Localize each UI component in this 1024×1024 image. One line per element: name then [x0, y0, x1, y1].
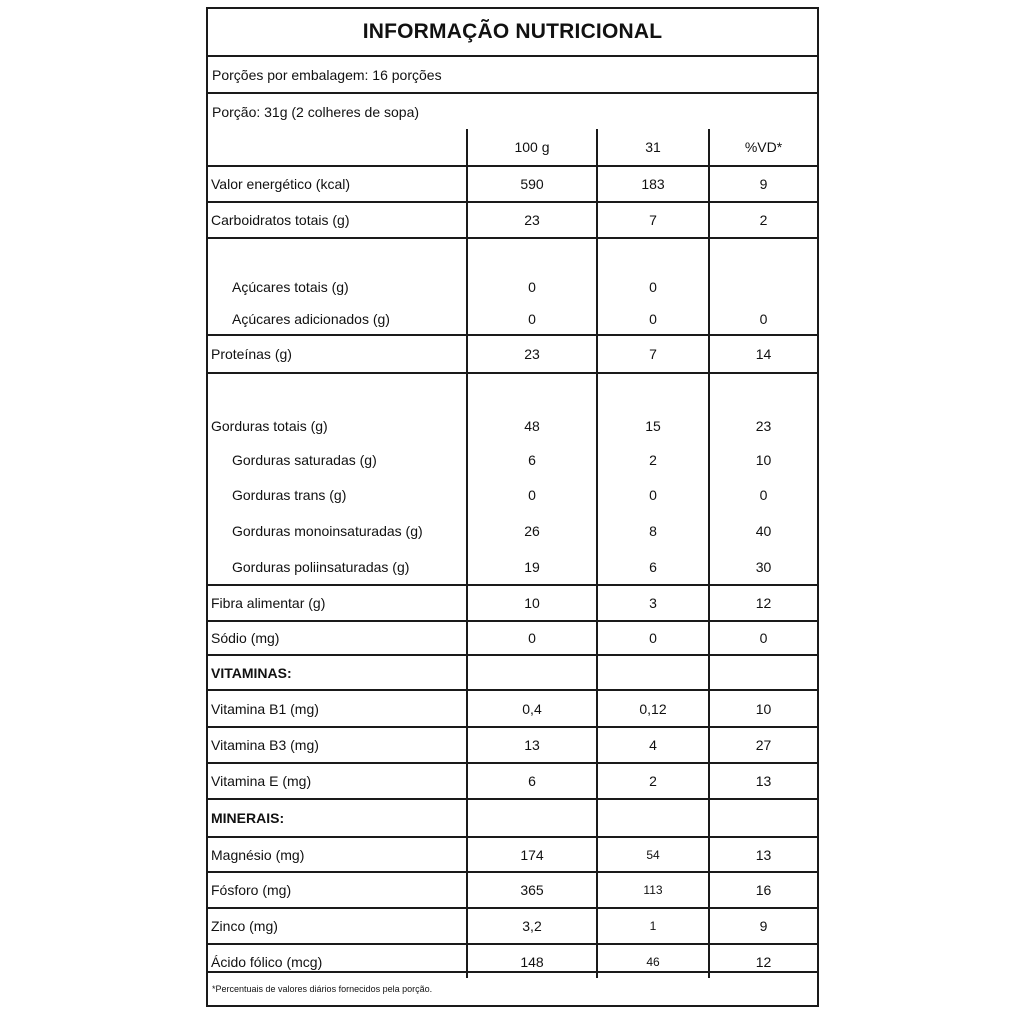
table-row [208, 202, 817, 238]
value-daily: 10 [709, 690, 817, 727]
value-per-100g: 19 [467, 549, 597, 585]
value-per-serving: 1 [597, 908, 709, 944]
vitamins-section-row [208, 655, 817, 690]
value-per-serving: 54 [597, 837, 709, 872]
value-per-100g: 0,4 [467, 690, 597, 727]
table-row [208, 690, 817, 727]
minerals-header: MINERAIS: [208, 799, 467, 837]
value-daily: 16 [709, 872, 817, 908]
nutrient-label: Gorduras saturadas (g) [232, 451, 377, 468]
value-per-100g: 48 [467, 373, 597, 442]
value-per-100g: 3,2 [467, 908, 597, 944]
value-per-serving: 7 [597, 202, 709, 238]
value-per-serving: 15 [597, 373, 709, 442]
value-daily: 27 [709, 727, 817, 763]
nutrient-label: Gorduras totais (g) [208, 373, 467, 442]
vitamin-label: Vitamina B3 (mg) [208, 727, 467, 763]
empty-header-cell [208, 129, 467, 166]
empty-cell [597, 799, 709, 837]
value-daily [709, 238, 817, 303]
value-daily: 12 [709, 585, 817, 621]
value-per-serving: 7 [597, 335, 709, 373]
table-row [208, 908, 817, 944]
value-per-100g: 6 [467, 442, 597, 477]
value-daily: 9 [709, 908, 817, 944]
value-daily: 30 [709, 549, 817, 585]
value-per-serving: 183 [597, 166, 709, 202]
value-per-serving: 4 [597, 727, 709, 763]
empty-cell [467, 655, 597, 690]
value-daily: 9 [709, 166, 817, 202]
empty-cell [597, 655, 709, 690]
header-per-serving: 31 [597, 129, 709, 166]
value-daily: 0 [709, 477, 817, 513]
value-per-100g: 10 [467, 585, 597, 621]
value-per-serving: 0 [597, 303, 709, 335]
vitamin-label: Vitamina B1 (mg) [208, 690, 467, 727]
nutrient-label: Gorduras poliinsaturadas (g) [232, 558, 410, 575]
mineral-label: Fósforo (mg) [208, 872, 467, 908]
value-per-serving: 8 [597, 513, 709, 549]
nutrient-label: Sódio (mg) [208, 621, 467, 655]
nutrient-label: Gorduras monoinsaturadas (g) [232, 523, 423, 539]
value-daily: 0 [709, 303, 817, 335]
nutrient-table [208, 129, 817, 978]
column-header-row [208, 129, 817, 166]
value-per-100g: 0 [467, 477, 597, 513]
vitamins-header: VITAMINAS: [208, 655, 467, 690]
vitamin-label: Vitamina E (mg) [208, 763, 467, 799]
minerals-section-row [208, 799, 817, 837]
table-row [208, 585, 817, 621]
nutrient-label: Açúcares totais (g) [208, 238, 467, 303]
label-title: INFORMAÇÃO NUTRICIONAL [208, 9, 817, 57]
value-daily: 2 [709, 202, 817, 238]
nutrition-facts-label [206, 7, 819, 1007]
value-daily: 13 [709, 763, 817, 799]
table-row [208, 477, 817, 513]
serving-size: Porção: 31g (2 colheres de sopa) [212, 103, 420, 120]
table-row [208, 872, 817, 908]
nutrient-label: Açúcares adicionados (g) [232, 310, 390, 327]
table-row [208, 303, 817, 335]
value-per-100g: 148 [467, 944, 597, 978]
value-per-100g: 23 [467, 202, 597, 238]
mineral-label: Zinco (mg) [208, 908, 467, 944]
value-daily: 23 [709, 373, 817, 442]
empty-cell [709, 799, 817, 837]
mineral-label: Ácido fólico (mcg) [208, 944, 467, 978]
value-per-100g: 0 [467, 238, 597, 303]
table-row [208, 166, 817, 202]
value-daily: 13 [709, 837, 817, 872]
table-row [208, 621, 817, 655]
nutrient-label: Carboidratos totais (g) [208, 202, 467, 238]
value-per-100g: 13 [467, 727, 597, 763]
value-per-serving: 0 [597, 238, 709, 303]
value-per-100g: 365 [467, 872, 597, 908]
servings-per-package: Porções por embalagem: 16 porções [208, 57, 817, 94]
value-per-100g: 590 [467, 166, 597, 202]
value-per-100g: 6 [467, 763, 597, 799]
value-per-serving: 3 [597, 585, 709, 621]
value-per-serving: 0 [597, 621, 709, 655]
header-daily-value: %VD* [709, 129, 817, 166]
value-daily: 40 [709, 513, 817, 549]
value-per-serving: 0 [597, 477, 709, 513]
value-daily: 0 [709, 621, 817, 655]
empty-cell [709, 655, 817, 690]
value-per-100g: 0 [467, 303, 597, 335]
nutrient-label: Fibra alimentar (g) [208, 585, 467, 621]
empty-cell [467, 799, 597, 837]
nutrient-label: Valor energético (kcal) [208, 166, 467, 202]
value-per-100g: 23 [467, 335, 597, 373]
table-row [208, 837, 817, 872]
table-row [208, 549, 817, 585]
value-per-serving: 2 [597, 763, 709, 799]
table-row [208, 442, 817, 477]
table-row [208, 727, 817, 763]
value-daily: 14 [709, 335, 817, 373]
footnote: *Percentuais de valores diários fornecidos pela porção. [208, 971, 817, 1005]
table-row [208, 373, 817, 442]
nutrient-label: Gorduras trans (g) [232, 487, 347, 503]
table-row [208, 763, 817, 799]
value-per-serving: 2 [597, 442, 709, 477]
mineral-label: Magnésio (mg) [208, 837, 467, 872]
value-per-100g: 174 [467, 837, 597, 872]
table-row [208, 238, 817, 303]
table-row [208, 513, 817, 549]
value-per-100g: 0 [467, 621, 597, 655]
value-daily: 12 [709, 944, 817, 978]
nutrient-label: Proteínas (g) [208, 335, 467, 373]
value-daily: 10 [709, 442, 817, 477]
header-per-100g: 100 g [467, 129, 597, 166]
table-row [208, 335, 817, 373]
value-per-100g: 26 [467, 513, 597, 549]
value-per-serving: 0,12 [597, 690, 709, 727]
value-per-serving: 113 [597, 872, 709, 908]
value-per-serving: 46 [597, 944, 709, 978]
value-per-serving: 6 [597, 549, 709, 585]
